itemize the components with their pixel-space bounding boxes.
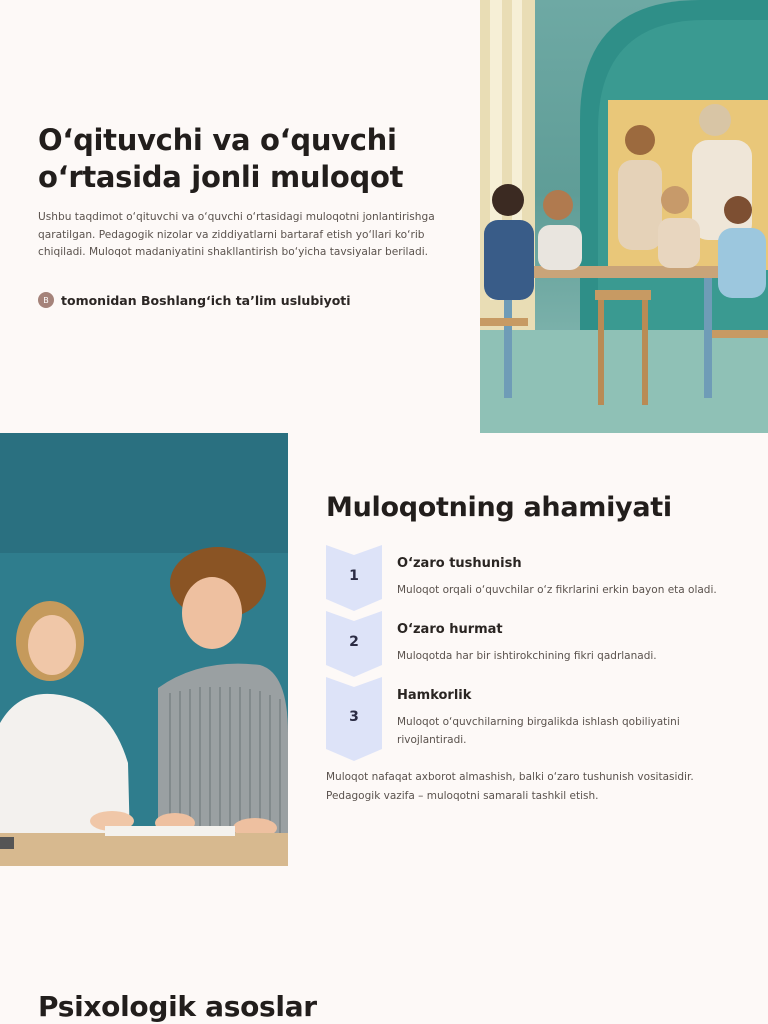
classroom-photo (480, 0, 768, 433)
list-item (326, 611, 746, 677)
list-item (326, 545, 746, 611)
step-title: Hamkorlik (397, 688, 472, 703)
hero-description: Ushbu taqdimot o‘qituvchi va o‘quvchi o‘rtasidagi muloqotni jonlantirishga qaratilgan. Pedagogik nizolar va ziddiyatlarni bartaraf etish yo‘llari ko‘rib chiqiladi. Muloqot madaniyatini shakllantirish bo‘yicha tavsiyalar beriladi. (38, 211, 435, 258)
author-text: tomonidan Boshlang‘ich ta’lim uslubiyoti (61, 292, 351, 308)
importance-steps (326, 545, 746, 761)
author-line (38, 292, 351, 308)
list-item (326, 677, 746, 761)
avatar: B (38, 292, 54, 308)
step-title: O‘zaro tushunish (397, 556, 522, 571)
step-number: 2 (349, 634, 359, 650)
step-number: 3 (349, 709, 359, 725)
hero-title: O‘qituvchi va o‘quvchi o‘rtasida jonli muloqot (38, 123, 404, 194)
teacher-student-photo (0, 433, 288, 866)
step-description: Muloqot o‘quvchilarning birgalikda ishlash qobiliyatini rivojlantiradi. (397, 716, 680, 746)
step-description: Muloqot orqali o‘quvchilar o‘z fikrlarini erkin bayon eta oladi. (397, 584, 717, 596)
classroom-illustration (480, 0, 768, 433)
step-description: Muloqotda har bir ishtirokchining fikri qadrlanadi. (397, 650, 657, 662)
step-title: O‘zaro hurmat (397, 622, 503, 637)
importance-title: Muloqotning ahamiyati (326, 492, 672, 523)
step-number: 1 (349, 568, 359, 584)
teacher-student-illustration (0, 433, 288, 866)
importance-note: Muloqot nafaqat axborot almashish, balki o‘zaro tushunish vositasidir. Pedagogik vazifa – muloqotni samarali tashkil etish. (326, 771, 694, 802)
psychology-title: Psixologik asoslar (38, 990, 317, 1023)
